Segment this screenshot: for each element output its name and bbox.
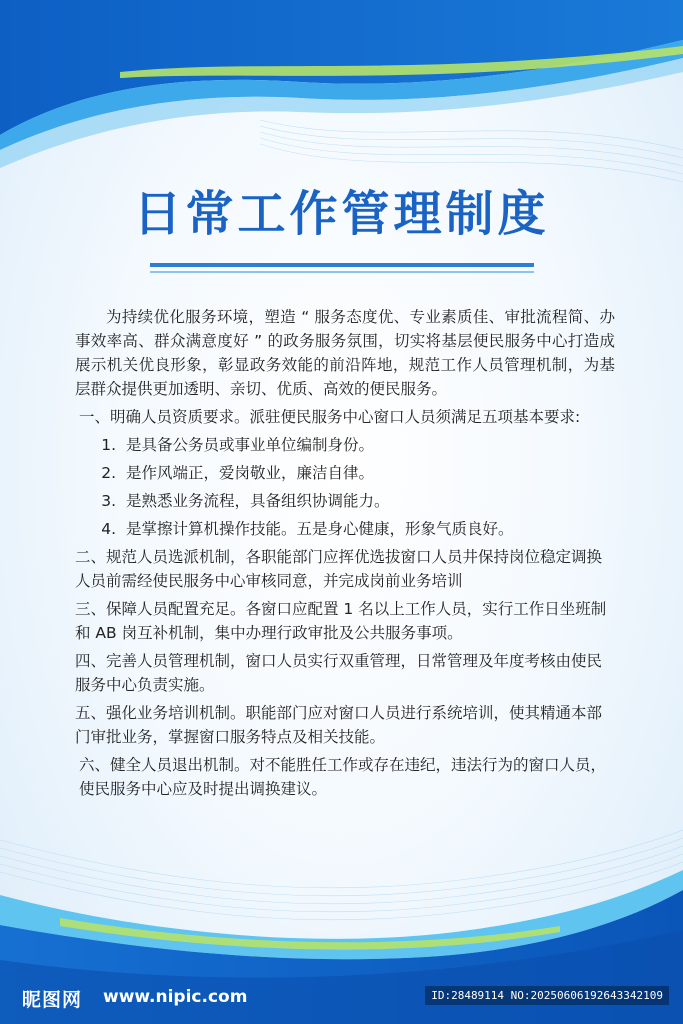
- title-underline-thin: [150, 271, 534, 273]
- body-text: [75, 305, 615, 805]
- image-id-label: ID:28489114 NO:20250606192643342109: [425, 986, 669, 1005]
- item-text: 是掌擦计算机操作技能。五是身心健康，形象气质良好。: [126, 520, 514, 538]
- item-text: 是具备公务员或事业单位编制身份。: [126, 436, 375, 454]
- item-number: 1.: [101, 436, 116, 454]
- section-2: 二、规范人员选派机制，各职能部门应挥优选拔窗口人员井保持岗位稳定调换人员前需经使民服务中心审核同意，并完成岗前业务培训: [75, 548, 603, 590]
- footer-watermark: [0, 977, 683, 1024]
- item-number: 2.: [101, 464, 116, 482]
- site-logo: 昵图网: [22, 989, 83, 1011]
- section-5: 五、强化业务培训机制。职能部门应对窗口人员进行系统培训，使其精通本部门审批业务，掌握窗口服务特点及相关技能。: [75, 704, 603, 746]
- site-url: www.nipic.com: [103, 987, 248, 1007]
- item-number: 3.: [101, 492, 116, 510]
- item-number: 4.: [101, 520, 116, 538]
- section-6: 六、健全人员退出机制。对不能胜任工作或存在违纪，违法行为的窗口人员，使民服务中心应及时提出调换建议。: [79, 756, 607, 798]
- section-4: 四、完善人员管理机制，窗口人员实行双重管理，日常管理及年度考核由使民服务中心负责实施。: [75, 652, 603, 694]
- section-1-heading: 一、明确人员资质要求。派驻便民服务中心窗口人员须满足五项基本要求:: [79, 408, 581, 426]
- intro-paragraph: 为持续优化服务环境，塑造 “ 服务态度优、专业素质佳、审批流程简、办事效率高、群众满意度好 ” 的政务服务氛围，切实将基层便民服务中心打造成展示机关优良形象，彰显政务效能的前沿阵地，规范工作人员管理机制，为基层群众提供更加透明、亲切、优质、高效的便民服务。: [75, 308, 615, 398]
- requirement-item: [75, 517, 615, 541]
- requirement-item: [75, 489, 615, 513]
- section-3: 三、保障人员配置充足。各窗口应配置 1 名以上工作人员，实行工作日坐班制和 AB 岗互补机制，集中办理行政审批及公共服务事项。: [75, 600, 607, 642]
- item-text: 是作风端正，爱岗敬业，廉洁自律。: [126, 464, 375, 482]
- title-underline: [150, 263, 534, 267]
- item-text: 是熟悉业务流程，具备组织协调能力。: [126, 492, 390, 510]
- requirement-item: [75, 461, 615, 485]
- requirement-item: [75, 433, 615, 457]
- poster-title: 日常工作管理制度: [133, 186, 550, 242]
